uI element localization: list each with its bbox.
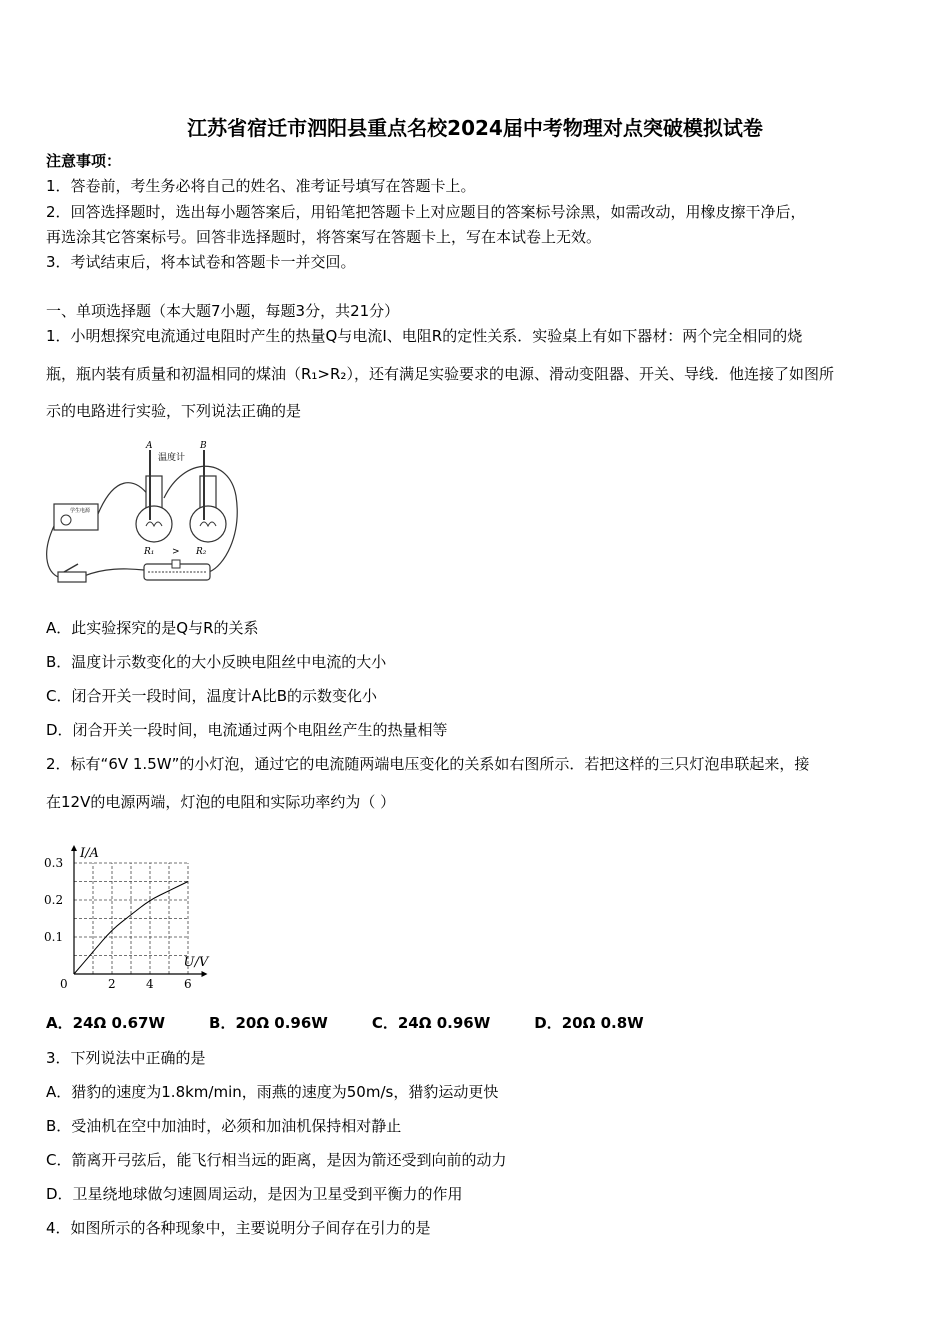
question-1-option: D．闭合开关一段时间，电流通过两个电阻丝产生的热量相等: [46, 721, 448, 739]
label-a: A: [146, 441, 153, 451]
question-4-stem: 4．如图所示的各种现象中，主要说明分子间存在引力的是: [46, 1219, 431, 1237]
notice-item: 3．考试结束后，将本试卷和答题卡一并交回。: [46, 253, 356, 271]
origin-label: 0: [60, 977, 68, 991]
chart-grid: [74, 863, 188, 974]
question-2-option: C．24Ω 0.96W: [371, 1014, 491, 1032]
question-3-option: D．卫星绕地球做匀速圆周运动，是因为卫星受到平衡力的作用: [46, 1185, 463, 1203]
question-2-option: B．20Ω 0.96W: [209, 1014, 328, 1032]
y-tick-label: 0.2: [44, 893, 64, 907]
circuit-figure: [44, 436, 244, 596]
iu-chart: [40, 832, 240, 994]
question-1-option: C．闭合开关一段时间，温度计A比B的示数变化小: [46, 687, 378, 705]
switch: [58, 572, 86, 582]
notice-item: 再选涂其它答案标号。回答非选择题时，将答案写在答题卡上，写在本试卷上无效。: [46, 228, 602, 246]
power-supply-label: 学生电源: [70, 508, 91, 514]
r1-label: R₁: [144, 547, 155, 557]
y-tick-label: 0.3: [44, 856, 64, 870]
notice-item: 2．回答选择题时，选出每小题答案后，用铅笔把答题卡上对应题目的答案标号涂黑，如需改动，用橡皮擦干净后，: [46, 203, 806, 221]
question-2-option: A．24Ω 0.67W: [46, 1014, 166, 1032]
question-1-option: B．温度计示数变化的大小反映电阻丝中电流的大小: [46, 653, 387, 671]
x-tick-label: 6: [184, 977, 192, 991]
y-axis-label: I/A: [80, 846, 99, 861]
question-1-line: 1．小明想探究电流通过电阻时产生的热量Q与电流I、电阻R的定性关系．实验桌上有如下器材：两个完全相同的烧: [46, 327, 803, 345]
question-1-line: 瓶，瓶内装有质量和初温相同的煤油（R₁>R₂），还有满足实验要求的电源、滑动变阻器、开关、导线．他连接了如图所: [46, 365, 834, 383]
gt-label: >: [172, 547, 180, 557]
page-title: 江苏省宿迁市泗阳县重点名校2024届中考物理对点突破模拟试卷: [187, 116, 763, 140]
y-tick-label: 0.1: [44, 930, 64, 944]
thermometer-label: 温度计: [158, 453, 186, 463]
question-2-option: D．20Ω 0.8W: [534, 1014, 644, 1032]
flask-r1: [136, 506, 172, 542]
y-axis-arrow-icon: [71, 845, 77, 851]
flask-r2: [190, 506, 226, 542]
x-axis-label: U/V: [183, 955, 209, 970]
question-3-stem: 3．下列说法中正确的是: [46, 1049, 206, 1067]
question-2-options: [46, 1012, 906, 1033]
question-1-option: A．此实验探究的是Q与R的关系: [46, 619, 259, 637]
notice-item: 1．答卷前，考生务必将自己的姓名、准考证号填写在答题卡上。: [46, 177, 476, 195]
section-heading: 一、单项选择题（本大题7小题，每题3分，共21分）: [46, 302, 400, 320]
x-tick-label: 2: [108, 977, 116, 991]
question-1-line: 示的电路进行实验，下列说法正确的是: [46, 402, 302, 420]
question-3-option: A．猎豹的速度为1.8km/min，雨燕的速度为50m/s，猎豹运动更快: [46, 1083, 499, 1101]
question-3-option: B．受油机在空中加油时，必须和加油机保持相对静止: [46, 1117, 402, 1135]
notice-heading: 注意事项：: [46, 152, 122, 170]
question-3-option: C．箭离开弓弦后，能飞行相当远的距离，是因为箭还受到向前的动力: [46, 1151, 507, 1169]
x-axis-arrow-icon: [202, 971, 208, 977]
question-2-line: 2．标有“6V 1.5W”的小灯泡，通过它的电流随两端电压变化的关系如右图所示．若把这样的三只灯泡串联起来，接: [46, 755, 810, 773]
label-b: B: [200, 441, 207, 451]
x-tick-label: 4: [146, 977, 154, 991]
r2-label: R₂: [196, 547, 207, 557]
question-2-line: 在12V的电源两端，灯泡的电阻和实际功率约为（ ）: [46, 793, 396, 811]
